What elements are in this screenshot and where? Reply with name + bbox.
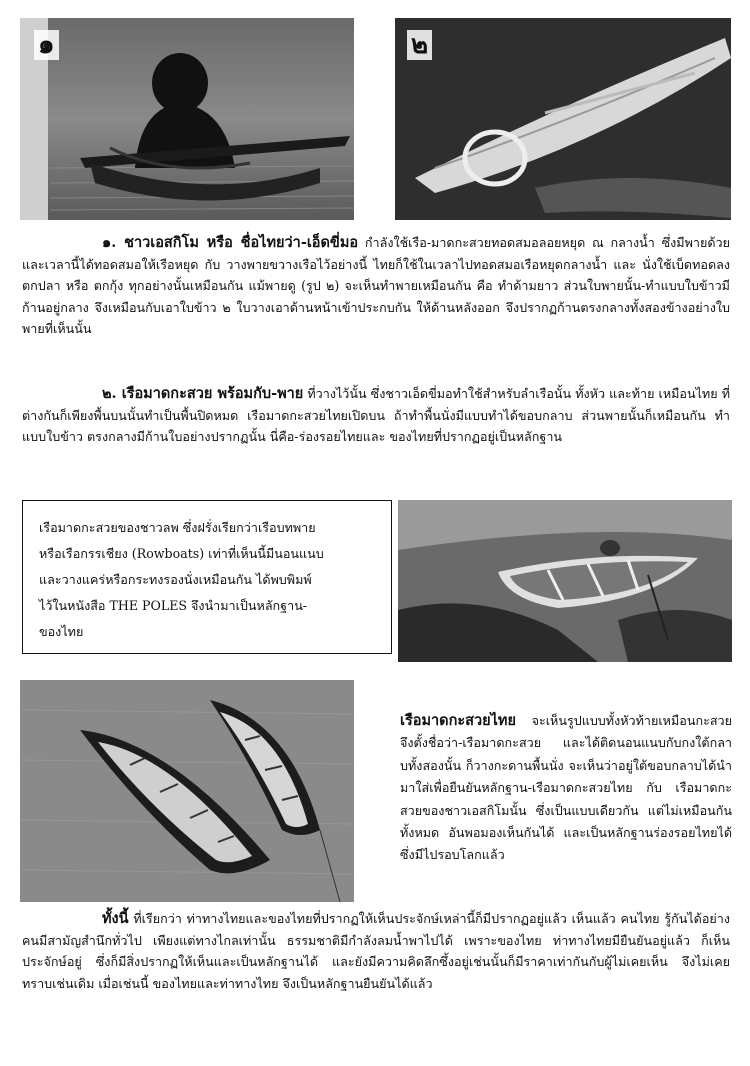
thai-boat-description	[400, 710, 732, 867]
two-boats-image	[20, 680, 354, 902]
kayak-silhouette-image	[20, 18, 354, 220]
note-line: หรือเรือกรรเชียง (Rowboats) เท่าที่เห็นนี้มีนอนแนบ	[39, 546, 324, 561]
closing-paragraph	[22, 908, 730, 994]
section-1-paragraph	[22, 232, 730, 340]
section-2-heading: ๒. เรือมาดกะสวย พร้อมกับ-พาย	[102, 385, 304, 402]
kayak-hoop-image	[395, 18, 731, 220]
thai-boat-body: จะเห็นรูปแบบทั้งหัวท้ายเหมือนกะสวย จึงตั้งชื่อว่า-เรือมาดกะสวย และได้ติดนอนแนบกับกงใต้กลาบทั้งสองนั้น ก็วางกะดานพื้นนั่ง จะเห็นว่าอยู่ใต้ขอบกลาบได้นำมาใส่เพื่อยืนยันหลักฐาน-เรือมาดกะสวยไทย กับ เรือมาดกะสวยของชาวเอสกิโมนั้น ซึ่งเป็นแบบเดียวกัน แต่ไม่เหมือนกันทั้งหมด อันพอมองเห็นกันได้ และเป็นหลักฐานร่องรอยไทยได้ ซึ่งมีไปรอบโลกแล้ว	[400, 713, 732, 863]
thai-boat-heading: เรือมาดกะสวยไทย	[400, 712, 516, 729]
rowboat-image	[398, 500, 732, 662]
note-line: ไว้ในหนังสือ THE POLES จึงนำมาเป็นหลักฐาน-	[39, 598, 308, 613]
photo-rowboat	[398, 500, 732, 662]
section-1-heading: ๑. ชาวเอสกิโม หรือ ชื่อไทยว่า-เอ็ดขี่มอ	[102, 234, 359, 251]
figure-number-1: ๑	[34, 30, 59, 60]
closing-heading: ทั้งนี้	[102, 910, 129, 927]
photo-two-thai-boats	[20, 680, 354, 902]
note-line: เรือมาดกะสวยของชาวลพ ซึ่งฝรั่งเรียกว่าเรือบทพาย	[39, 520, 316, 535]
section-1-body: กำลังใช้เรือ-มาดกะสวยทอดสมอลอยหยุด ณ กลางน้ำ ซึ่งมีพายด้วย และเวลานี้ได้ทอดสมอให้เรือหยุด กับ วางพายขวางเรือไว้อย่างนี้ ไทยก็ใช้ในเวลาไปทอดสมอเรือหยุดกลางน้ำ และ นั่งใช้เบ็ดทอดลงตกปลา หรือ ตกกุ้ง ทุกอย่างนั้นเหมือนกัน แม้พายดู (รูป ๒) จะเห็นทำพายเหมือนกัน คือ ทำด้ามยาว ส่วนใบพายนั้น-ทำแบบใบข้าวมีก้านอยู่กลาง จึงเหมือนกับเอาใบข้าว ๒ ใบวางเอาด้านหน้าเข้าประกบกัน ให้ด้านหลังออก จึงปรากฏก้านตรงกลางทั้งสองข้างอย่างใบพายที่เห็นนั้น	[22, 235, 730, 337]
closing-body: ที่เรียกว่า ท่าทางไทยและของไทยที่ปรากฏให้เห็นประจักษ์เหล่านี้ก็มีปรากฏอยู่แล้ว เห็นแล้ว คนไทย รู้กันได้อย่างคนมีสามัญสำนึกทั่วไป เพียงแต่ทางไกลเท่านั้น ธรรมชาติมีกำลังลมน้ำพาไปได้ เพราะของไทย ท่าทางไทยมียืนยันอยู่แล้ว ก็เห็นประจักษ์อยู่ ซึ่งก็มีสิ่งปรากฏให้เห็นและเป็นหลักฐานได้ และยังมีความคิดลึกซึ้งอยู่เช่นนั้นก็มีราคาเท่ากันกับผู้ไม่เคยเห็น จึงไม่เคยทราบเช่นเดิม เมื่อเช่นนี้ ของไทยและท่าทางไทย จึงเป็นหลักฐานยืนยันได้แล้ว	[22, 911, 730, 991]
rowboat-note-box	[22, 500, 392, 654]
note-line: ของไทย	[39, 624, 84, 639]
figure-number-2: ๒	[407, 30, 432, 60]
section-2-body: ที่วางไว้นั้น ซึ่งชาวเอ็ดขี่มอทำใช้สำหรับลำเรือนั้น ทั้งหัว และท้าย เหมือนไทย ที่ต่างกันก็เพียงพื้นบนนั้นทำเป็นพื้นปิดหมด เรือมาดกะสวยไทยเปิดบน ถ้าทำพื้นนั่งมีแบบทำได้ขอบกลาบ ส่วนพายนั้นก็เหมือนกัน ทำแบบใบข้าว ตรงกลางมีก้านใบอย่างปรากฏนั้น นี่คือ-ร่องรอยไทยและ ของไทยที่ปรากฏอยู่เป็นหลักฐาน	[22, 386, 730, 445]
section-2-paragraph	[22, 383, 730, 448]
note-line: และวางแคร่หรือกระทงรองนั่งเหมือนกัน ได้พบพิมพ์	[39, 572, 312, 587]
photo-eskimo-kayak	[20, 18, 354, 220]
photo-kayak-hoop	[395, 18, 731, 220]
